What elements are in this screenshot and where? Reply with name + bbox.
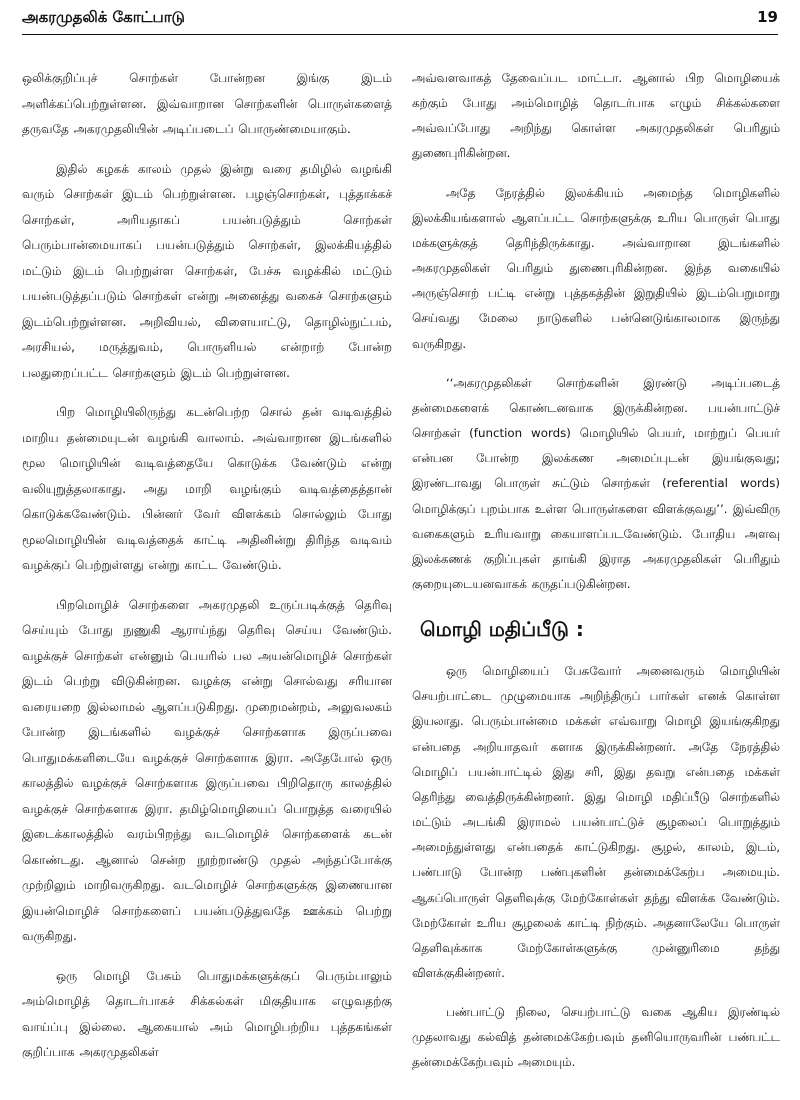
page-number: 19 bbox=[757, 8, 778, 26]
paragraph: பிற மொழியிலிருந்து கடன்பெற்ற சொல் தன் வடிவத்தில் மாறிய தன்மையுடன் வழங்கி வாலாம். அவ்வாறான இடங்களில் மூல மொழியின் வடிவத்தையே கொடுக்க வேண்டும் என்று வலியுறுத்தலாகாது. அது மாறி வழங்கும் வடிவத்தைத்தான் கொடுக்கவேண்டும். பின்னர் வேர் விளக்கம் சொல்லும் போது மூலமொழியின் வடிவத்தைக் காட்டி அதினின்று திரிந்த வடிவம் வழக்குப் பெற்றுள்ளது என்று காட்ட வேண்டும். bbox=[22, 405, 392, 572]
paragraph: அதே நேரத்தில் இலக்கியம் அமைந்த மொழிகளில் இலக்கியங்களால் ஆளப்பட்ட சொற்களுக்கு உரிய பொருள் பொது மக்களுக்குத் தெரிந்திருக்காது. அவ்வாறான இடங்களில் அகரமுதலிகள் பெரிதும் துணைபுரிகின்றன. இந்த வகையில் அருஞ்சொற் பட்டி என்று புத்தகத்தின் இறுதியில் இடம்பெறுமாறு செய்வது மேலை நாடுகளில் பன்னெடுங்காலமாக இருந்து வருகிறது. bbox=[412, 185, 780, 351]
paragraph: அவ்வளவாகத் தேவைப்பட மாட்டா. ஆனால் பிற மொழியைக் கற்கும் போது அம்மொழித் தொடர்பாக எழும் சிக்கல்களை அவ்வப்போது அறிந்து கொள்ள அகரமுதலிகள் பெரிதும் துணைபுரிகின்றன. bbox=[412, 71, 780, 161]
paragraph: பண்பாட்டு நிலை, செயற்பாட்டு வகை ஆகிய இரண்டில் முதலாவது கல்வித் தன்மைக்கேற்பவும் தனியொருவரின் பண்பட்ட தன்மைக்கேற்பவும் அமையும். bbox=[412, 1005, 780, 1070]
running-title: அகரமுதலிக் கோட்பாடு bbox=[22, 8, 185, 26]
left-column bbox=[22, 66, 392, 1080]
paragraph: ஒரு மொழி பேசும் பொதுமக்களுக்குப் பெரும்பாலும் அம்மொழித் தொடர்பாகச் சிக்கல்கள் மிகுதியாக எழுவதற்கு வாய்ப்பு இல்லை. ஆகையால் அம் மொழிபற்றிய புத்தகங்கள் குறிப்பாக அகரமுதலிகள் bbox=[22, 968, 392, 1059]
section-heading: மொழி மதிப்பீடு : bbox=[420, 617, 584, 642]
paragraph: பிறமொழிச் சொற்களை அகரமுதலி உருப்படிக்குத் தெரிவு செய்யும் போது நுணுகி ஆராய்ந்து தெரிவு செய்ய வேண்டும். வழக்குச் சொற்கள் என்னும் பெயரில் பல அயன்மொழிச் சொற்கள் இடம் பெற்று விடுகின்றன. வழக்கு என்று சொல்வது சரியான வரையறை இல்லாமல் ஆளப்படுகிறது. முறைமன்றம், அலுவலகம் போன்ற இடங்களில் வழக்குச் சொற்களாக இருப்பவை பொதுமக்களிடையே வழக்குச் சொற்களாக இரா. அதேபோல் ஒரு காலத்தில் வழக்குச் சொற்களாக இருப்பவை பிறிதொரு காலத்தில் வழக்குச் சொற்களாக இரா. தமிழ்மொழியைப் பொறுத்த வரையில் இடைக்காலத்தில் வரம்பிறந்து வடமொழிச் சொற்களைக் கடன் கொண்டது. ஆனால் சென்ற நூற்றாண்டு முதல் அந்தப்போக்கு முற்றிலும் மாறிவருகிறது. வடமொழிச் சொற்களுக்கு இணையான இயன்மொழிச் சொற்களைப் பயன்படுத்துவதே ஊக்கம் பெற்று வருகிறது. bbox=[22, 597, 392, 943]
paragraph: ‘‘அகரமுதலிகள் சொற்களின் இரண்டு அடிப்படைத் தன்மைகளைக் கொண்டனவாக இருக்கின்றன. பயன்பாட்டுச் சொற்கள் (function words) மொழியில் பெயர், மாற்றுப் பெயர் என்பன போன்ற இலக்கண அமைப்புடன் இயங்குவது; இரண்டாவது பொருள் சுட்டும் சொற்கள் (referential words) மொழிக்குப் புறம்பாக உள்ள பொருள்களை விளக்குவது’’. இவ்விரு வகைகளும் உரியவாறு கையாளப்படவேண்டும். போதிய அளவு இலக்கணக் குறிப்புகள் தாங்கி இராத அகரமுதலிகள் பெரிதும் குறையுடையனவாகக் கருதப்படுகின்றன. bbox=[412, 375, 780, 591]
page-header bbox=[22, 6, 778, 35]
paragraph: இதில் கழகக் காலம் முதல் இன்று வரை தமிழில் வழங்கி வரும் சொற்கள் இடம் பெற்றுள்ளன. பழஞ்சொற்கள், புத்தாக்கச் சொற்கள், அரியதாகப் பயன்படுத்தும் சொற்கள் பெரும்பான்மையாகப் பயன்படுத்தும் சொற்கள், இலக்கியத்தில் மட்டும் இடம் பெற்றுள்ள சொற்கள், பேச்சு வழக்கில் மட்டும் பயன்படுத்தப்படும் சொற்கள் என்று அனைத்து வகைச் சொற்களும் இடம்பெற்றுள்ளன. அறிவியல், விளையாட்டு, தொழில்நுட்பம், அரசியல், மருத்துவம், பொருளியல் என்றாற் போன்ற பலதுறைப்பட்ட சொற்களும் இடம் பெற்றுள்ளன. bbox=[22, 161, 392, 380]
paragraph: ஒலிக்குறிப்புச் சொற்கள் போன்றன இங்கு இடம் அளிக்கப்பெற்றுள்ளன. இவ்வாறான சொற்களின் பொருள்களைத் தருவதே அகரமுதலியின் அடிப்படைப் பொருண்மையாகும். bbox=[22, 71, 392, 136]
right-column bbox=[412, 66, 780, 1090]
paragraph: ஒரு மொழியைப் பேசுவோர் அனைவரும் மொழியின் செயற்பாட்டை முழுமையாக அறிந்திருப் பார்கள் எனக் கொள்ள இயலாது. பெரும்பான்மை மக்கள் எவ்வாறு மொழி இயங்குகிறது என்பதை அறியாதவர் களாக இருக்கின்றனர். அதே நேரத்தில் மொழிப் பயன்பாட்டில் இது சரி, இது தவறு என்பதை மக்கள் தெரிந்து வைத்திருக்கின்றனர். இது மொழி மதிப்பீடு சொற்களில் மட்டும் அடங்கி இராமல் பயன்பாட்டுச் சூழலைப் பொறுத்தும் அமைந்துள்ளது என்பதைக் காட்டுகிறது. சூழல், காலம், இடம், பண்பாடு போன்ற பண்புகளின் தன்மைக்கேற்ப அமையும். ஆகப்பொருள் தெளிவுக்கு மேற்கோள்கள் தந்து விளக்க வேண்டும். மேற்கோள் உரிய சூழலைக் காட்டி நிற்கும். அதனாலேயே பொருள் தெளிவுக்காக மேற்கோள்களுக்கு முன்னுரிமை தந்து விளக்குகின்றனர். bbox=[412, 664, 780, 980]
